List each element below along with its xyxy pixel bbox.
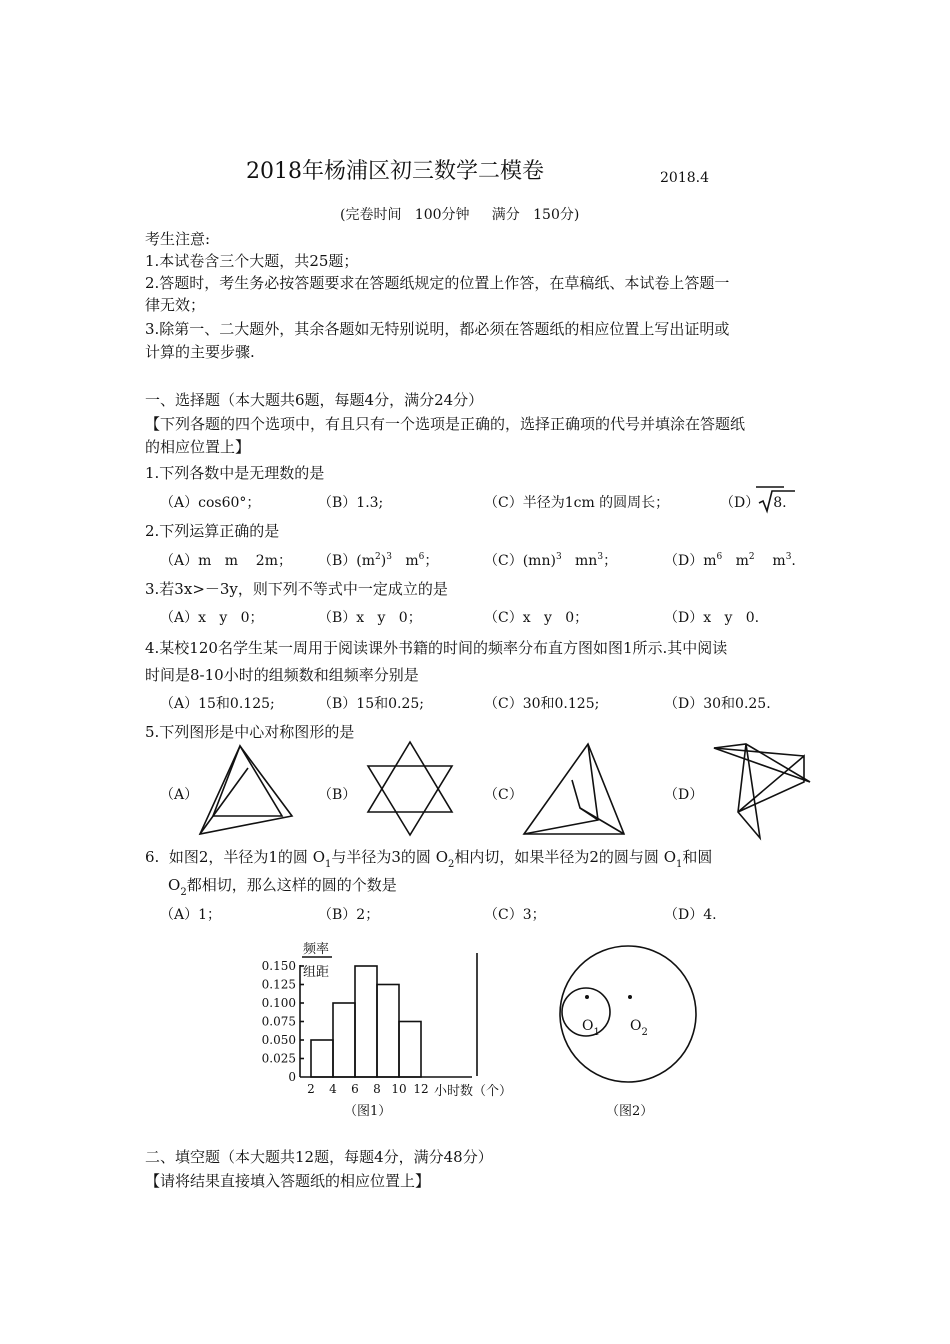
- q3-option-d: （D）x y 0.: [664, 610, 760, 626]
- q2-stem: 2.下列运算正确的是: [145, 522, 280, 540]
- q2-option-b: [318, 550, 438, 570]
- q5-stem: 5.下列图形是中心对称图形的是: [145, 723, 355, 741]
- page-title: 2018年杨浦区初三数学二模卷: [246, 159, 544, 184]
- exam-date: 2018.4: [660, 170, 709, 186]
- q2-d-sup2: 2: [748, 552, 755, 562]
- q6-stem-b2: 都相切，那么这样的圆的个数是: [186, 876, 397, 894]
- q2-c-sup2: 3: [597, 552, 604, 562]
- figure-b-hexagram: [368, 742, 458, 837]
- figure2-circles: [558, 944, 698, 1084]
- histogram-y-tick-label: 0.100: [261, 996, 296, 1010]
- q2-b-sup3: 6: [418, 552, 425, 562]
- q2-b-sup2: 3: [386, 552, 392, 562]
- center-o2-dot: [628, 995, 632, 999]
- q5-option-b: （B）: [318, 787, 357, 803]
- q3-option-a: （A）x y 0；: [160, 610, 264, 626]
- q2-c-end: ；: [603, 553, 618, 569]
- figure-c-inner-lines: [524, 744, 598, 834]
- section1-instr-a: 【下列各题的四个选项中，有且只有一个选项是正确的，选择正确项的代号并填涂在答题纸: [145, 415, 746, 433]
- histogram-x-tick-label: 12: [413, 1082, 429, 1096]
- sqrt-sign-icon: [759, 495, 782, 511]
- q1-option-b: （B）1.3;: [318, 495, 384, 511]
- q4-option-b: （B）15和0.25;: [318, 696, 424, 712]
- figure-a-outer-triangle: [200, 746, 292, 834]
- q2-option-a: （A）m m 2m；: [160, 553, 292, 569]
- q2-b-mid: ): [380, 553, 387, 569]
- q5-option-c: （C）: [484, 787, 523, 803]
- q6-option-c: （C）3；: [484, 907, 546, 923]
- q3-stem: 3.若3x>－3y，则下列不等式中一定成立的是: [145, 580, 448, 598]
- q2-option-c: [484, 550, 617, 570]
- q6-sub4: 2: [180, 887, 187, 898]
- histogram-y-ticks: [262, 959, 304, 1084]
- notice-line-3b: 计算的主要步骤.: [145, 343, 255, 361]
- histogram-bar-8-10: [377, 985, 399, 1078]
- histogram-ylabel-top: 频率: [303, 942, 330, 957]
- q4-stem-b: 时间是8-10小时的组频数和组频率分别是: [145, 666, 419, 684]
- histogram-xlabel: 小时数（个）: [434, 1084, 513, 1099]
- notice-heading: 考生注意:: [145, 230, 211, 248]
- q1-option-d-prefix: （D）: [720, 495, 760, 511]
- q2-b-sup1: 2: [375, 552, 381, 562]
- q2-d-pre: （D）m: [664, 553, 717, 569]
- histogram-y-tick-label: 0: [288, 1070, 296, 1084]
- figure-b-up-triangle: [368, 742, 452, 812]
- q1-option-c: （C）半径为1cm 的圆周长；: [484, 495, 670, 511]
- histogram-ylabel-bottom: 组距: [303, 965, 330, 980]
- q4-option-d: （D）30和0.25.: [664, 696, 771, 712]
- q6-stem-b1: O: [168, 876, 181, 894]
- notice-line-2b: 律无效；: [145, 296, 206, 314]
- histogram-bar-10-12: [399, 1022, 421, 1078]
- q6-stem-a3: 相内切，如果半径为2的圆与圆 O: [454, 848, 677, 866]
- q2-d-sup1: 6: [716, 552, 723, 562]
- q2-option-d: [664, 550, 796, 570]
- q5-option-a: （A）: [160, 787, 199, 803]
- q1-stem: 1.下列各数中是无理数的是: [145, 464, 325, 482]
- label-o2-sub: 2: [641, 1027, 648, 1038]
- q2-d-sup3: 3: [785, 552, 792, 562]
- histogram-bar-6-8: [355, 966, 377, 1077]
- figure1-caption: （图1）: [344, 1104, 392, 1119]
- q2-c-mid: mn: [561, 553, 598, 569]
- figure-d-triangle-3: [738, 756, 804, 812]
- q6-option-b: （B）2；: [318, 907, 380, 923]
- histogram-bar-4-6: [333, 1003, 355, 1077]
- q6-stem-a4: 和圆: [682, 848, 713, 866]
- notice-line-2a: 2.答题时，考生务必按答题要求在答题纸规定的位置上作答，在草稿纸、本试卷上答题一: [145, 274, 730, 292]
- section1-heading: 一、选择题（本大题共6题，每题4分，满分24分）: [145, 391, 484, 409]
- label-o2: [630, 1018, 648, 1038]
- histogram-y-tick-label: 0.150: [261, 959, 296, 973]
- q3-option-b: （B）x y 0；: [318, 610, 422, 626]
- histogram-bars: [311, 966, 421, 1077]
- q2-b-pre: （B）(m: [318, 553, 376, 569]
- figure-a-triangles: [198, 746, 298, 846]
- histogram-x-tick-label: 6: [351, 1082, 359, 1096]
- notice-line-3a: 3.除第一、二大题外，其余各题如无特别说明，都必须在答题纸的相应位置上写出证明或: [145, 320, 730, 338]
- figure-c-inner-line-3: [580, 808, 624, 834]
- section1-instr-b: 的相应位置上】: [145, 438, 251, 456]
- q6-sub1: 1: [325, 859, 332, 870]
- label-o1-text: O: [582, 1018, 594, 1034]
- histogram-x-tick-label: 2: [307, 1082, 315, 1096]
- q4-option-c: （C）30和0.125;: [484, 696, 600, 712]
- q1-option-d: [720, 492, 787, 512]
- figure-a-cross-line: [200, 768, 248, 834]
- q2-d-end: .: [791, 553, 796, 569]
- figure-d-pinwheel: [712, 742, 812, 842]
- label-o1-sub: 1: [593, 1027, 600, 1038]
- q2-d-mid2: m: [754, 553, 786, 569]
- q4-stem-a: 4.某校120名学生某一周用于阅读课外书籍的时间的频率分布直方图如图1所示.其中阅读: [145, 639, 728, 657]
- q2-c-pre: （C）(mn): [484, 553, 556, 569]
- q3-option-c: （C）x y 0；: [484, 610, 589, 626]
- histogram-x-ticks: [307, 1082, 428, 1096]
- q2-b-post: m: [391, 553, 419, 569]
- label-o2-text: O: [630, 1018, 642, 1034]
- q6-option-a: （A）1；: [160, 907, 222, 923]
- q6-stem-b: [168, 874, 397, 898]
- histogram-x-tick-label: 10: [391, 1082, 407, 1096]
- section2-instr: 【请将结果直接填入答题纸的相应位置上】: [145, 1172, 431, 1190]
- section2-heading: 二、填空题（本大题共12题，每题4分，满分48分）: [145, 1148, 493, 1166]
- histogram-x-tick-label: 4: [329, 1082, 337, 1096]
- q6-stem-a: [145, 846, 713, 870]
- q2-d-mid: m: [722, 553, 749, 569]
- center-o1-dot: [585, 995, 589, 999]
- q2-b-end: ；: [424, 553, 439, 569]
- q1-option-d-radicand: 8: [773, 495, 783, 511]
- histogram-y-tick-label: 0.075: [261, 1014, 296, 1029]
- histogram-y-tick-label: 0.050: [261, 1033, 296, 1047]
- q6-sub2: 2: [448, 859, 455, 870]
- q1-option-a: （A）cos60°；: [160, 495, 261, 511]
- time-info: (完卷时间 100分钟 满分 150分): [340, 207, 580, 223]
- q6-sub3: 1: [676, 859, 683, 870]
- q6-stem-a2: 与半径为3的圆 O: [331, 848, 449, 866]
- histogram-y-tick-label: 0.125: [261, 977, 296, 992]
- histogram-bar-2-4: [311, 1040, 333, 1077]
- q5-option-d: （D）: [664, 787, 704, 803]
- q6-option-d: （D）4.: [664, 907, 717, 923]
- histogram-y-tick-label: 0.025: [261, 1051, 296, 1066]
- figure2-caption: （图2）: [606, 1104, 654, 1119]
- circle-o2: [560, 946, 696, 1082]
- q1-option-d-suffix: .: [782, 495, 787, 511]
- q2-c-sup1: 3: [555, 552, 562, 562]
- label-o1: [582, 1018, 600, 1038]
- histogram-x-tick-label: 8: [373, 1082, 381, 1096]
- figure-b-down-triangle: [368, 766, 452, 835]
- q4-option-a: （A）15和0.125;: [160, 696, 275, 712]
- q6-stem-a1: 6. 如图2，半径为1的圆 O: [145, 848, 326, 866]
- figure-c-triangles: [522, 744, 632, 839]
- notice-line-1: 1.本试卷含三个大题，共25题；: [145, 252, 359, 270]
